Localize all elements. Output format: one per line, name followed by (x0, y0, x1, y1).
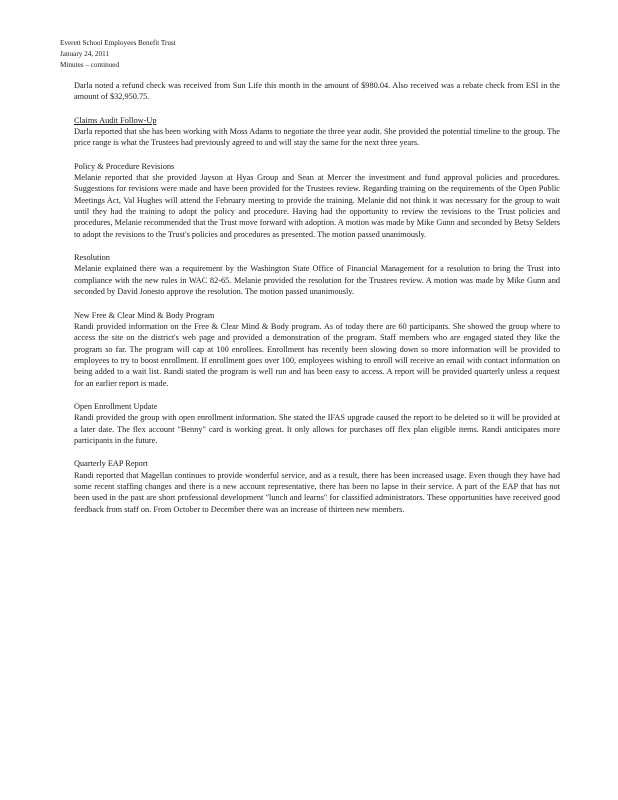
section-body: Melanie reported that she provided Jayson at Hyas Group and Sean at Mercer the investment and fund approval policies and procedures. Suggestions for revisions were made and have been provided for the Trustees review. Regarding training on the requirements of the Open Public Meetings Act, Val Hughes will attend the February meeting to provide the training. Melanie did not think it was necessary for the group to wait until they had the training to adopt the policy and procedure. Having had the opportunity to review the revisions to the Trust policies and procedures, Melanie recommended that the Trust move forward with adoption. A motion was made by Mike Gunn and seconded by Betsy Selders to adopt the revisions to the Trust's policies and procedures as presented. The motion passed unanimously. (74, 173, 560, 239)
section-heading (74, 458, 560, 469)
section-heading (74, 401, 560, 412)
minutes-body (74, 80, 560, 527)
section-heading-text: Claims Audit Follow-Up (74, 115, 157, 125)
section-body: Melanie explained there was a requirement by the Washington State Office of Financial Management for a resolution to bring the Trust into compliance with the new rules in WAC 82-65. Melanie provided the resolution for the Trustees review. A motion was made by Mike Gunn and seconded by David Jonesto approve the resolution. The motion passed unanimously. (74, 264, 560, 297)
section-heading-text: Resolution (74, 253, 110, 263)
section-eap-report (74, 458, 560, 515)
section-free-clear (74, 310, 560, 389)
section-heading-text: Policy & Procedure Revisions (74, 161, 175, 171)
section-heading-text: Open Enrollment Update (74, 401, 158, 411)
running-header (60, 38, 176, 71)
section-claims-audit (74, 115, 560, 149)
section-heading (74, 115, 560, 126)
section-body: Randi provided information on the Free & Clear Mind & Body program. As of today there are 60 participants. She showed the group where to access the site on the district's web page and provided a demonstration of the program. Staff members who are engaged stated they like the program so far. The program will cap at 100 enrollees. Enrollment has recently been slowing down so more information will be provided to employees to try to boost enrollment. If enrollment goes over 100, employees wishing to enroll will receive an email with contact information on being added to a wait list. Randi stated the program is well run and has been easy to access. A report will be provided quarterly unless a request for an earlier report is made. (74, 321, 560, 388)
section-heading-text: Quarterly EAP Report (74, 459, 148, 469)
section-resolution (74, 252, 560, 297)
header-continued: Minutes – continued (60, 61, 120, 69)
section-body: Darla reported that she has been working with Moss Adams to negotiate the three year audit. She provided the potential timeline to the group. The price range is what the Trustees had previously agreed to and will stay the same for the next three years. (74, 127, 560, 148)
section-open-enrollment (74, 401, 560, 446)
intro-paragraph: Darla noted a refund check was received from Sun Life this month in the amount of $980.04. Also received was a rebate check from ESI in the amount of $32,950.75. (74, 81, 560, 102)
section-policy-procedure (74, 161, 560, 240)
header-organization: Everett School Employees Benefit Trust (60, 39, 176, 47)
section-body: Randi provided the group with open enrollment information. She stated the IFAS upgrade caused the report to be deleted so it will be provided at a later date. The flex account "Benny" card is working great. It only allows for purchases off flex plan eligible items. Randi anticipates more participants in the future. (74, 413, 560, 445)
section-body: Randi reported that Magellan continues to provide wonderful service, and as a result, there has been increased usage. Even though they have had some recent staffing changes and there is a new account representative, there has been no lapse in their service. A part of the EAP that has not been used in the past are short professional development "lunch and learns" for classified administrators. These opportunities have received good feedback from staff on. From October to December there was an increase of thirteen new members. (74, 470, 560, 514)
section-heading (74, 161, 560, 172)
section-heading (74, 310, 560, 321)
section-heading (74, 252, 560, 263)
section-heading-text: New Free & Clear Mind & Body Program (74, 310, 215, 320)
header-date: January 24, 2011 (60, 50, 110, 58)
